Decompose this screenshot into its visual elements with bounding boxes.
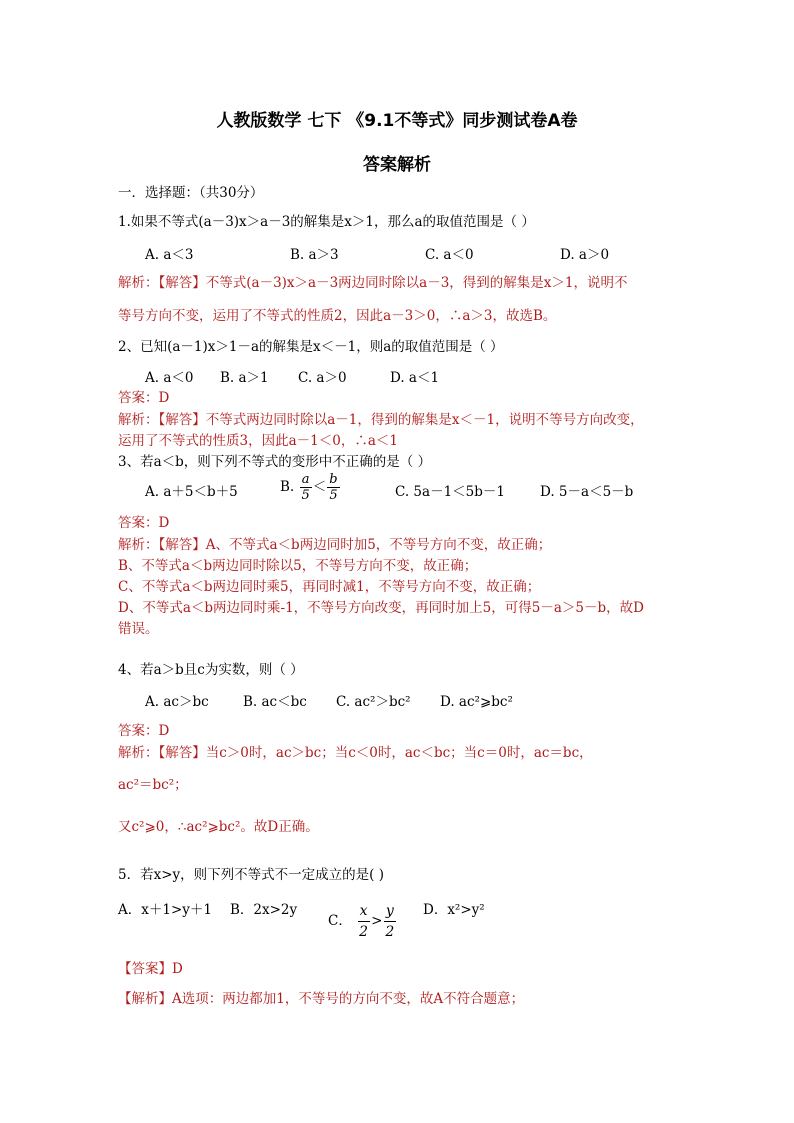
q3-fraction-b-over-5 (327, 472, 339, 503)
q1-option-a: A. a＜3 (145, 247, 194, 263)
fraction-denominator: 2 (385, 924, 395, 940)
q3-option-c: C. 5a－1＜5b－1 (395, 484, 505, 500)
fraction-denominator: 2 (359, 924, 369, 940)
q5-option-b: B．2x>2y (230, 902, 298, 918)
q3-stem: 3、若a＜b，则下列不等式的变形中不正确的是（ ） (118, 454, 432, 470)
q5-analysis-line-1: 【解析】A选项：两边都加1，不等号的方向不变，故A不符合题意； (118, 991, 525, 1007)
q5-option-a: A．x＋1>y＋1 (118, 902, 212, 918)
q4-analysis-line-2: ac²＝bc²； (118, 777, 188, 793)
q4-analysis-line-1: 解析：【解答】当c＞0时，ac＞bc；当c＜0时，ac＜bc；当c＝0时，ac＝bc， (118, 745, 593, 761)
q5-answer: 【答案】D (118, 961, 183, 977)
q2-option-a: A. a＜0 (145, 370, 194, 386)
q3-fraction-a-over-5 (300, 472, 312, 503)
fraction-numerator: b (329, 472, 338, 487)
q2-answer: 答案：D (118, 390, 170, 406)
q1-analysis-line-1: 解析：【解答】不等式(a－3)x＞a－3两边同时除以a－3，得到的解集是x＞1，说明不 (118, 275, 628, 291)
q3-option-b-label: B. (280, 479, 295, 495)
q5-option-d: D．x²>y² (423, 902, 485, 918)
document-subtitle: 答案解析 (363, 155, 431, 175)
q3-analysis-line-1: 解析：【解答】A、不等式a＜b两边同时加5，不等号方向不变，故正确； (118, 537, 552, 553)
fraction-numerator: y (384, 901, 396, 922)
section-heading: 一．选择题：（共30分） (118, 185, 264, 201)
q2-option-b: B. a＞1 (220, 370, 269, 386)
q3-option-b-relation: ＜ (312, 479, 327, 495)
q4-option-a: A. ac＞bc (145, 694, 209, 710)
q2-analysis-line-2: 运用了不等式的性质3，因此a－1＜0，∴a＜1 (118, 433, 398, 449)
document-title: 人教版数学 七下 《9.1不等式》同步测试卷A卷 (216, 111, 578, 131)
q5-option-c-label: C． (328, 913, 352, 929)
q3-option-d: D. 5－a＜5－b (540, 484, 634, 500)
q4-answer: 答案：D (118, 723, 170, 739)
q4-analysis-line-3: 又c²⩾0，∴ac²⩾bc²。故D正确。 (118, 819, 319, 835)
q4-option-b: B. ac＜bc (243, 694, 307, 710)
q1-analysis-line-2: 等号方向不变，运用了不等式的性质2，因此a－3＞0，∴a＞3，故选B。 (118, 308, 557, 324)
q1-stem: 1.如果不等式(a－3)x＞a－3的解集是x＞1，那么a的取值范围是（ ） (118, 214, 535, 230)
fraction-denominator: 5 (329, 488, 338, 503)
q3-analysis-line-3: C、不等式a＜b两边同时乘5，再同时减1，不等号方向不变，故正确； (118, 579, 541, 595)
q3-answer: 答案：D (118, 515, 170, 531)
q2-stem: 2、已知(a－1)x＞1－a的解集是x＜－1，则a的取值范围是（ ） (118, 339, 504, 355)
q3-option-a: A. a＋5＜b＋5 (145, 484, 238, 500)
q4-option-c: C. ac²＞bc² (336, 694, 411, 710)
q5-option-c (328, 901, 397, 942)
q2-option-d: D. a＜1 (390, 370, 440, 386)
q1-option-c: C. a＜0 (425, 247, 474, 263)
q4-stem: 4、若a＞b且c为实数，则（ ） (118, 662, 304, 678)
q1-option-b: B. a＞3 (290, 247, 339, 263)
fraction-numerator: a (301, 472, 310, 487)
q2-option-c: C. a＞0 (298, 370, 347, 386)
q3-analysis-line-5: 错误。 (118, 621, 159, 637)
fraction-numerator: x (358, 901, 370, 922)
q1-option-d: D. a＞0 (560, 247, 610, 263)
q4-option-d: D. ac²⩾bc² (440, 694, 513, 710)
q5-fraction-y-over-2 (383, 901, 396, 942)
q3-analysis-line-4: D、不等式a＜b两边同时乘-1，不等号方向改变，再同时加上5，可得5－a＞5－b，故D (118, 600, 644, 616)
q5-stem: 5．若x>y，则下列不等式不一定成立的是( ) (118, 867, 384, 883)
q2-analysis-line-1: 解析：【解答】不等式两边同时除以a－1，得到的解集是x＜－1，说明不等号方向改变， (118, 412, 644, 428)
q3-analysis-line-2: B、不等式a＜b两边同时除以5，不等号方向不变，故正确； (118, 558, 478, 574)
q3-option-b (280, 472, 341, 503)
q5-fraction-x-over-2 (357, 901, 370, 942)
fraction-denominator: 5 (301, 488, 310, 503)
q5-option-c-relation: > (371, 913, 383, 929)
